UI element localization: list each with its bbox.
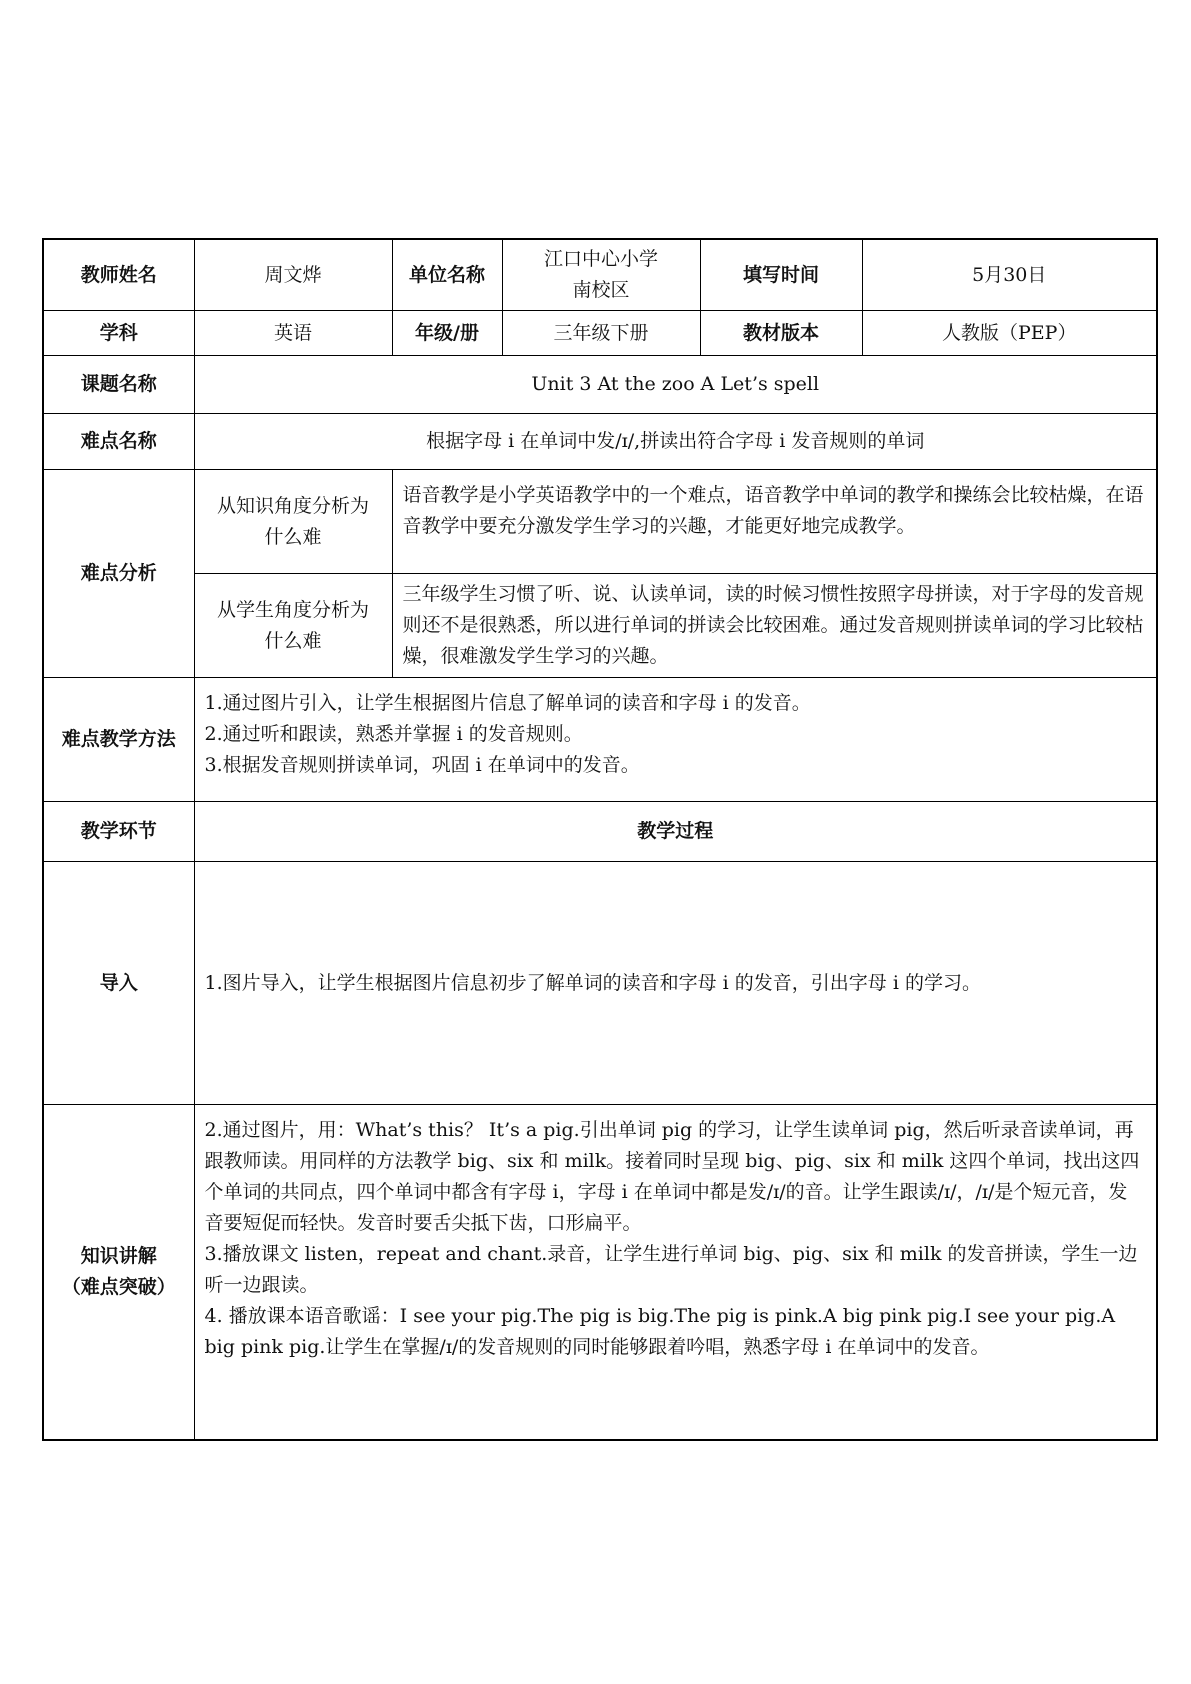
row-analysis-student	[43, 574, 1157, 678]
intro-label: 导入	[43, 862, 194, 1105]
unit-value	[502, 239, 700, 311]
row-knowledge	[43, 1105, 1157, 1440]
method-text	[194, 678, 1157, 802]
knowledge-angle-line1: 从知识角度分析为	[216, 494, 369, 517]
lesson-plan-table	[42, 238, 1158, 1441]
row-analysis-knowledge	[43, 470, 1157, 574]
knowledge-paragraph: 4. 播放课本语音歌谣：I see your pig.The pig is big.The pig is pink.A big pink pig.I see your pig.A big pink pig.让学生在掌握/ɪ/的发音规则的同时能够跟着吟唱，熟悉字母 i 在单词中的发音。	[204, 1305, 1116, 1358]
knowledge-angle-line2: 什么难	[264, 525, 322, 548]
knowledge-paragraph: 2.通过图片，用：What’s this？ It’s a pig.引出单词 pig 的学习，让学生读单词 pig，然后听录音读单词，再跟教师读。用同样的方法教学 big、six 和 milk。接着同时呈现 big、pig、six 和 milk 这四个单词，找出这四个单词的共同点，四个单词中都含有字母 i，字母 i 在单词中都是发/ɪ/的音。让学生跟读/ɪ/，/ɪ/是个短元音，发音要短促而轻快。发音时要舌尖抵下齿，口形扁平。	[204, 1119, 1140, 1234]
subject-value: 英语	[194, 311, 392, 356]
knowledge-label	[43, 1105, 194, 1440]
method-line: 2.通过听和跟读，熟悉并掌握 i 的发音规则。	[204, 723, 583, 745]
knowledge-text	[194, 1105, 1157, 1440]
row-intro	[43, 862, 1157, 1105]
subject-label: 学科	[43, 311, 194, 356]
row-teacher	[43, 239, 1157, 311]
grade-label: 年级/册	[392, 311, 502, 356]
topic-value: Unit 3 At the zoo A Let’s spell	[194, 356, 1157, 414]
knowledge-angle-text: 语音教学是小学英语教学中的一个难点，语音教学中单词的教学和操练会比较枯燥，在语音教学中要充分激发学生学习的兴趣，才能更好地完成教学。	[392, 470, 1157, 574]
student-angle-line2: 什么难	[264, 629, 322, 652]
difficulty-value: 根据字母 i 在单词中发/ɪ/,拼读出符合字母 i 发音规则的单词	[194, 414, 1157, 470]
student-angle-text: 三年级学生习惯了听、说、认读单词，读的时候习惯性按照字母拼读，对于字母的发音规则还不是很熟悉，所以进行单词的拼读会比较困难。通过发音规则拼读单词的学习比较枯燥，很难激发学生学习的兴趣。	[392, 574, 1157, 678]
intro-text: 1.图片导入，让学生根据图片信息初步了解单词的读音和字母 i 的发音，引出字母 i 的学习。	[194, 862, 1157, 1105]
teacher-value: 周文烨	[194, 239, 392, 311]
edition-label: 教材版本	[700, 311, 862, 356]
row-method	[43, 678, 1157, 802]
grade-value: 三年级下册	[502, 311, 700, 356]
unit-label: 单位名称	[392, 239, 502, 311]
knowledge-label-line1: 知识讲解	[80, 1244, 157, 1267]
date-value: 5月30日	[862, 239, 1157, 311]
student-angle-label	[194, 574, 392, 678]
row-subject	[43, 311, 1157, 356]
row-process-header	[43, 802, 1157, 862]
analysis-label: 难点分析	[43, 470, 194, 678]
edition-value: 人教版（PEP）	[862, 311, 1157, 356]
teacher-label: 教师姓名	[43, 239, 194, 311]
knowledge-angle-label	[194, 470, 392, 574]
stage-header: 教学环节	[43, 802, 194, 862]
method-line: 3.根据发音规则拼读单词，巩固 i 在单词中的发音。	[204, 754, 640, 776]
lesson-plan-page	[42, 238, 1156, 1441]
knowledge-paragraph: 3.播放课文 listen，repeat and chant.录音，让学生进行单词 big、pig、six 和 milk 的发音拼读，学生一边听一边跟读。	[204, 1243, 1138, 1296]
difficulty-label: 难点名称	[43, 414, 194, 470]
row-topic	[43, 356, 1157, 414]
row-difficulty	[43, 414, 1157, 470]
student-angle-line1: 从学生角度分析为	[216, 598, 369, 621]
unit-value-line2: 南校区	[572, 279, 630, 301]
unit-value-line1: 江口中心小学	[543, 248, 658, 270]
process-header: 教学过程	[194, 802, 1157, 862]
method-line: 1.通过图片引入，让学生根据图片信息了解单词的读音和字母 i 的发音。	[204, 692, 811, 714]
knowledge-label-line2: （难点突破）	[61, 1275, 176, 1298]
date-label: 填写时间	[700, 239, 862, 311]
topic-label: 课题名称	[43, 356, 194, 414]
method-label: 难点教学方法	[43, 678, 194, 802]
